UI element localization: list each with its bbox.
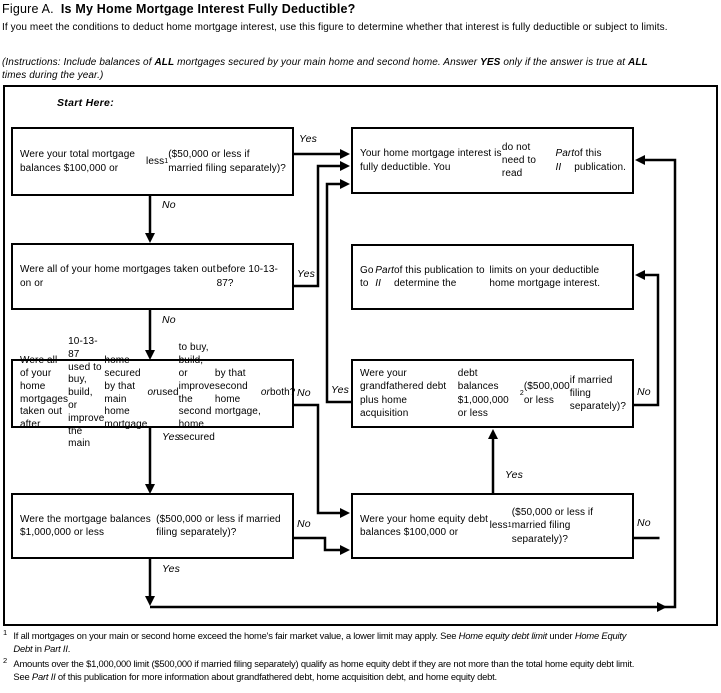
- no-label-q3: No: [297, 387, 311, 399]
- footnote-1: [3, 629, 717, 655]
- yes-label-q1: Yes: [299, 133, 318, 145]
- arrow-q4-no: [293, 538, 341, 550]
- footnote-1-text: If all mortgages on your main or second home exceed the home's fair market value, a lower limit may apply. See Home equity debt limit under Home Equity Debt in Part II.: [13, 630, 627, 654]
- yes-label-q4: Yes: [162, 563, 181, 575]
- result-box-fully-deductible: Your home mortgage interest is fully deductible. You do not need to read Part II of this publication.: [351, 127, 634, 194]
- figure-title-text: Is My Home Mortgage Interest Fully Deductible?: [60, 2, 356, 16]
- start-here-label: Start Here:: [57, 97, 114, 109]
- instructions-text: (Instructions: Include balances of ALL mortgages secured by your main home and second home. Answer YES only if the answer is true at ALL times during the year.): [2, 57, 648, 81]
- footnote-1-marker: 1: [3, 627, 7, 637]
- arrow-bottom-corner: [657, 602, 667, 612]
- footnote-2-marker: 2: [3, 655, 7, 665]
- yes-label-r3-exit: Yes: [331, 384, 350, 396]
- question-box-after-10-13-87-use: Were all of your home mortgages taken out after 10-13-87 used to buy, build, or improve the main home secured by that main home mortgage or used to buy, build, or improve the second home secured by that second home mortgage, or both?: [11, 359, 294, 428]
- no-label-q4: No: [297, 518, 311, 530]
- question-box-mortgage-balances-1m: Were the mortgage balances $1,000,000 or less ($500,000 or less if married filing separately)?: [11, 493, 294, 559]
- no-label-q1: No: [162, 199, 176, 211]
- arrow-r3-yes: [327, 184, 351, 402]
- yes-label-q3: Yes: [162, 431, 181, 443]
- footnote-2-text: Amounts over the $1,000,000 limit ($500,000 if married filing separately) qualify as home equity debt if they are not more than the total home equity debt limit. See Part II of this publication for more information about grandfathered debt, home acquisition debt, and home equity debt.: [13, 658, 635, 682]
- question-box-grandfathered-debt: Were your grandfathered debt plus home acquisition debt balances $1,000,000 or less 2 ($500,000 or less if married filing separately)?: [351, 359, 634, 428]
- question-box-home-equity-debt: Were your home equity debt balances $100,000 or less 1 ($50,000 or less if married filing separately)?: [351, 493, 634, 559]
- arrow-q3-no: [293, 405, 341, 513]
- no-label-q2: No: [162, 314, 176, 326]
- question-box-before-10-13-87: Were all of your home mortgages taken out on or before 10-13-87?: [11, 243, 294, 310]
- question-box-total-mortgage-balances: Were your total mortgage balances $100,000 or less 1 ($50,000 or less if married filing separately)?: [11, 127, 294, 196]
- result-box-go-to-part-2: Go to Part II of this publication to determine the limits on your deductible home mortgage interest.: [351, 244, 634, 310]
- intro-text: If you meet the conditions to deduct home mortgage interest, use this figure to determine whether that interest is fully deductible or subject to limits.: [2, 22, 668, 33]
- yes-label-q2: Yes: [297, 268, 316, 280]
- yes-label-r4: Yes: [505, 469, 524, 481]
- no-label-r4: No: [637, 517, 651, 529]
- footnote-2: [3, 657, 717, 683]
- no-label-r3: No: [637, 386, 651, 398]
- figure-label: Figure A.: [2, 2, 54, 16]
